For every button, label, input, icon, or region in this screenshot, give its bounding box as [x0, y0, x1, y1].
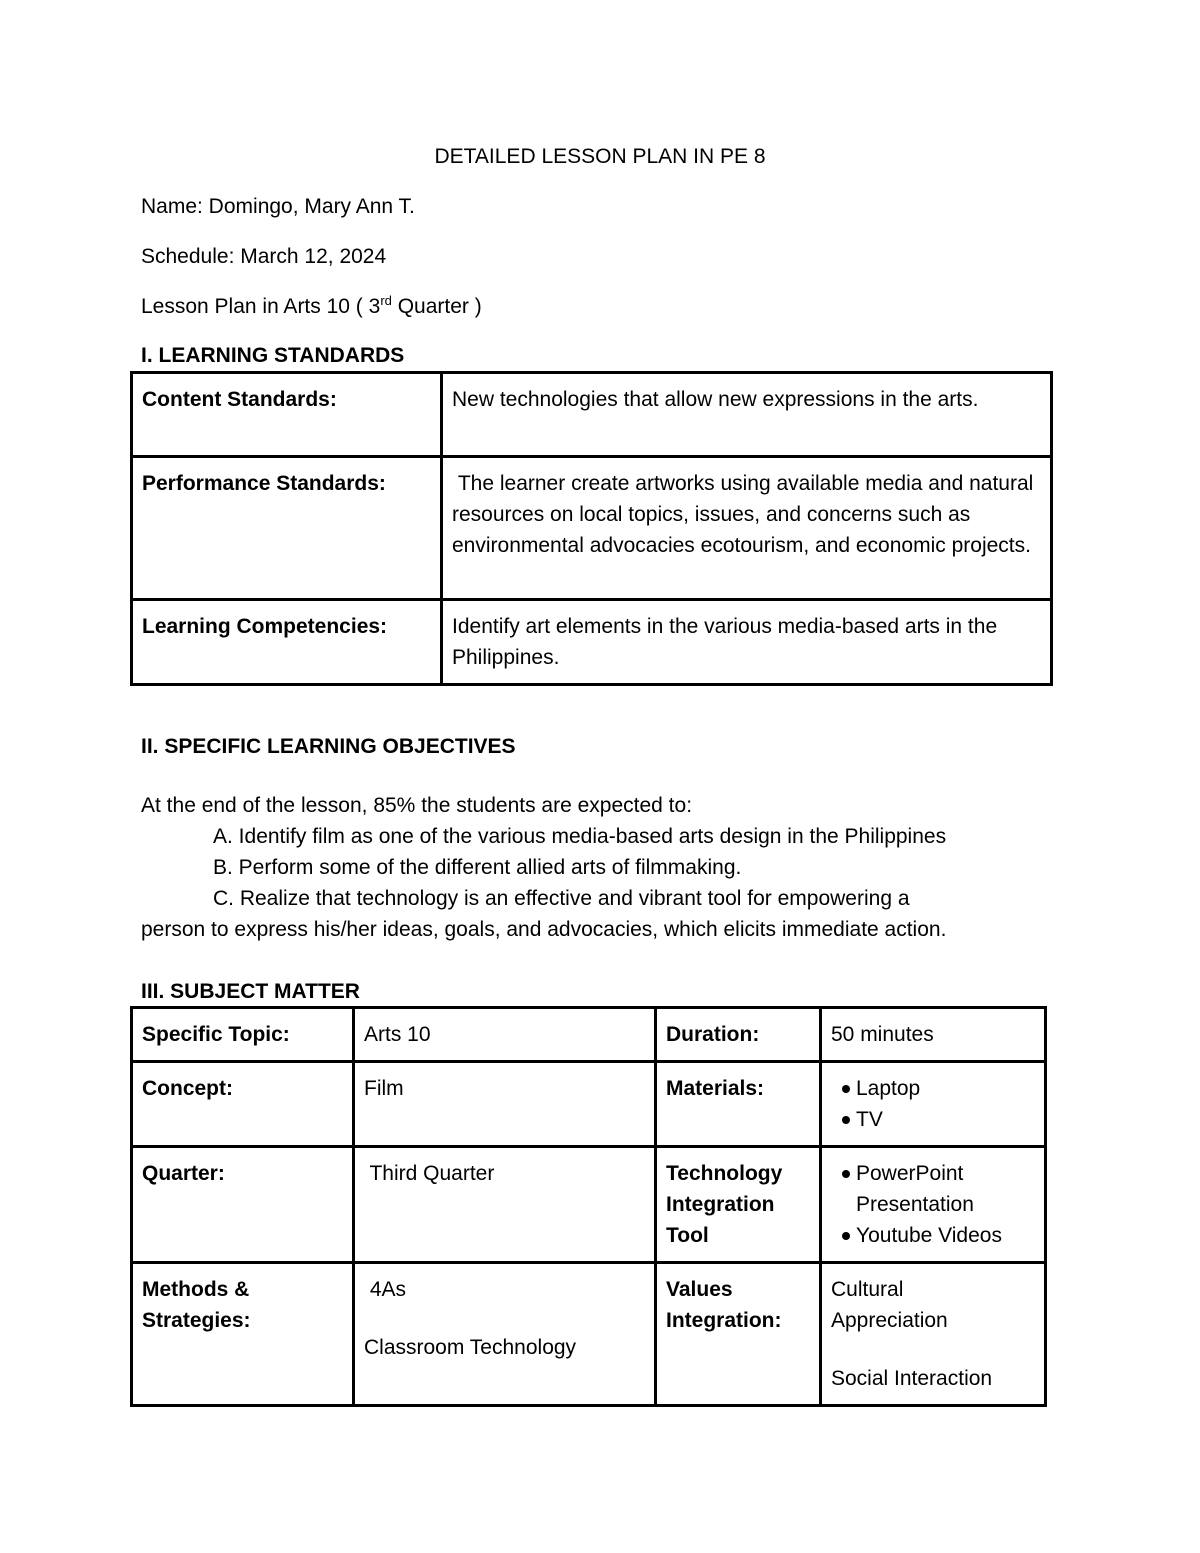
objective-a: A. Identify film as one of the various media-based arts design in the Philippines — [213, 825, 947, 848]
objectives-intro: At the end of the lesson, 85% the students are expected to: — [141, 794, 693, 817]
technology-label-line3: Tool — [666, 1224, 709, 1247]
technology-integration-label — [656, 1147, 821, 1263]
duration-label: Duration: — [656, 1008, 821, 1062]
methods-label-line2: Strategies: — [142, 1309, 251, 1332]
table-row — [132, 1147, 1046, 1263]
concept-value: Film — [354, 1062, 656, 1147]
lesson-line-after: Quarter ) — [391, 295, 482, 318]
specific-topic-label: Specific Topic: — [132, 1008, 354, 1062]
values-label-line1: Values — [666, 1278, 733, 1301]
learning-standards-table — [130, 371, 1053, 686]
values-label-line2: Integration: — [666, 1309, 782, 1332]
objective-c-line1: C. Realize that technology is an effective and vibrant tool for empowering a — [213, 887, 910, 910]
name-line: Name: Domingo, Mary Ann T. — [141, 195, 415, 218]
table-row — [132, 1008, 1046, 1062]
specific-topic-value: Arts 10 — [354, 1008, 656, 1062]
content-standards-label: Content Standards: — [132, 373, 442, 457]
table-row — [132, 373, 1052, 457]
list-item: Laptop — [831, 1073, 1034, 1104]
duration-value: 50 minutes — [821, 1008, 1046, 1062]
table-row — [132, 1263, 1046, 1406]
technology-label-line1: Technology — [666, 1162, 783, 1185]
list-item: PowerPoint Presentation — [831, 1158, 1034, 1220]
technology-list — [831, 1158, 1034, 1251]
section1-heading: I. LEARNING STANDARDS — [141, 344, 405, 367]
schedule-line: Schedule: March 12, 2024 — [141, 245, 387, 268]
table-row — [132, 1062, 1046, 1147]
list-item: Youtube Videos — [831, 1220, 1034, 1251]
objective-c-line2: person to express his/her ideas, goals, and advocacies, which elicits immediate action. — [141, 918, 947, 941]
materials-list — [831, 1073, 1034, 1135]
table-row — [132, 457, 1052, 600]
technology-cell — [821, 1147, 1046, 1263]
lesson-line — [141, 291, 482, 322]
methods-value-1: 4As — [364, 1278, 407, 1301]
materials-cell — [821, 1062, 1046, 1147]
performance-standards-value: The learner create artworks using available media and natural resources on local topics, issues, and concerns such as environmental advocacies ecotourism, and economic projects. — [442, 457, 1052, 600]
learning-competencies-value: Identify art elements in the various media-based arts in the Philippines. — [442, 600, 1052, 685]
concept-label: Concept: — [132, 1062, 354, 1147]
document-title: DETAILED LESSON PLAN IN PE 8 — [434, 145, 766, 168]
values-integration-label — [656, 1263, 821, 1406]
materials-label: Materials: — [656, 1062, 821, 1147]
values-cell — [821, 1263, 1046, 1406]
learning-competencies-label: Learning Competencies: — [132, 600, 442, 685]
quarter-label: Quarter: — [132, 1147, 354, 1263]
subject-matter-table — [130, 1006, 1047, 1407]
values-value-1: Cultural Appreciation — [831, 1278, 948, 1332]
lesson-line-superscript: rd — [380, 293, 392, 308]
lesson-line-before: Lesson Plan in Arts 10 ( 3 — [141, 295, 381, 318]
objective-b: B. Perform some of the different allied arts of filmmaking. — [213, 856, 742, 879]
methods-label — [132, 1263, 354, 1406]
methods-value-2: Classroom Technology — [364, 1336, 577, 1359]
methods-label-line1: Methods & — [142, 1278, 250, 1301]
methods-cell — [354, 1263, 656, 1406]
table-row — [132, 600, 1052, 685]
values-value-2: Social Interaction — [831, 1367, 993, 1390]
section2-heading: II. SPECIFIC LEARNING OBJECTIVES — [141, 735, 516, 758]
performance-standards-label: Performance Standards: — [132, 457, 442, 600]
content-standards-value: New technologies that allow new expressions in the arts. — [442, 373, 1052, 457]
list-item: TV — [831, 1104, 1034, 1135]
technology-label-line2: Integration — [666, 1193, 775, 1216]
quarter-value: Third Quarter — [354, 1147, 656, 1263]
section3-heading: III. SUBJECT MATTER — [141, 980, 360, 1003]
